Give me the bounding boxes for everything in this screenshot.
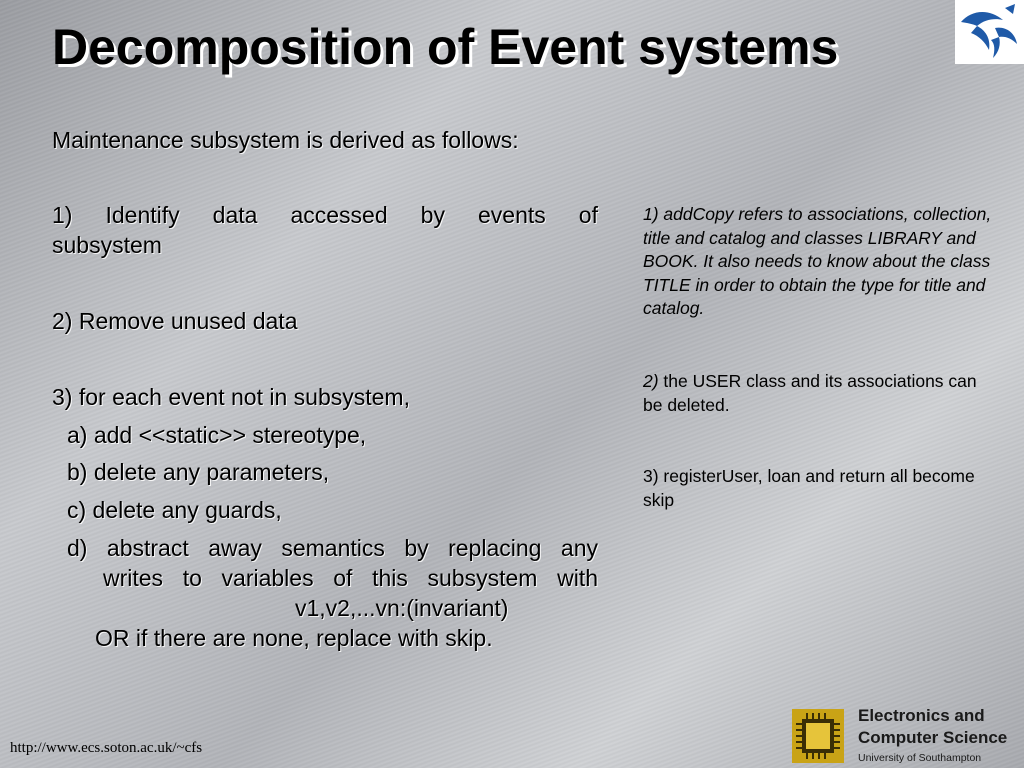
sub-step-c: c) delete any guards, [67, 497, 282, 523]
ecs-branding [790, 706, 1024, 768]
note-1-text: 1) addCopy refers to associations, collection, title and catalog and classes LIBRARY and BOOK. It also needs to know about the class TITLE in order to obtain the type for title and catalog. [643, 204, 992, 318]
note-2-body: the USER class and its associations can be deleted. [643, 371, 977, 415]
step-3: 3) for each event not in subsystem, [52, 384, 410, 410]
note-2-prefix: 2) [643, 371, 659, 391]
chip-icon [792, 709, 844, 763]
step-1-line-2: subsystem [52, 232, 162, 258]
brand-line-1: Electronics and [858, 706, 985, 725]
footer-url: http://www.ecs.soton.ac.uk/~cfs [10, 740, 203, 756]
note-1 [643, 203, 993, 321]
brand-line-2: Computer Science [858, 728, 1008, 747]
sub-step-d-line-3: v1,v2,...vn:(invariant) [295, 595, 509, 621]
note-3 [643, 465, 993, 512]
sub-step-b: b) delete any parameters, [67, 459, 330, 485]
sub-step-d [67, 533, 598, 653]
dolphin-logo-icon [955, 0, 1024, 64]
note-2 [643, 370, 993, 417]
step-2: 2) Remove unused data [52, 308, 298, 334]
sub-step-d-line-1: d) abstract away semantics by replacing any [67, 535, 598, 561]
step-1 [52, 200, 598, 260]
sub-step-a: a) add <<static>> stereotype, [67, 422, 367, 448]
slide-title: Decomposition of Event systems [52, 19, 839, 75]
sub-step-d-line-2: writes to variables of this subsystem with [103, 565, 598, 591]
brand-line-3: University of Southampton [858, 752, 982, 764]
step-1-line-1: 1) Identify data accessed by events of [52, 202, 598, 228]
note-3-text: 3) registerUser, loan and return all become skip [643, 466, 975, 510]
note-2-text [643, 370, 993, 417]
sub-step-d-line-4: OR if there are none, replace with skip. [95, 625, 493, 651]
intro-text: Maintenance subsystem is derived as follows: [52, 127, 519, 153]
